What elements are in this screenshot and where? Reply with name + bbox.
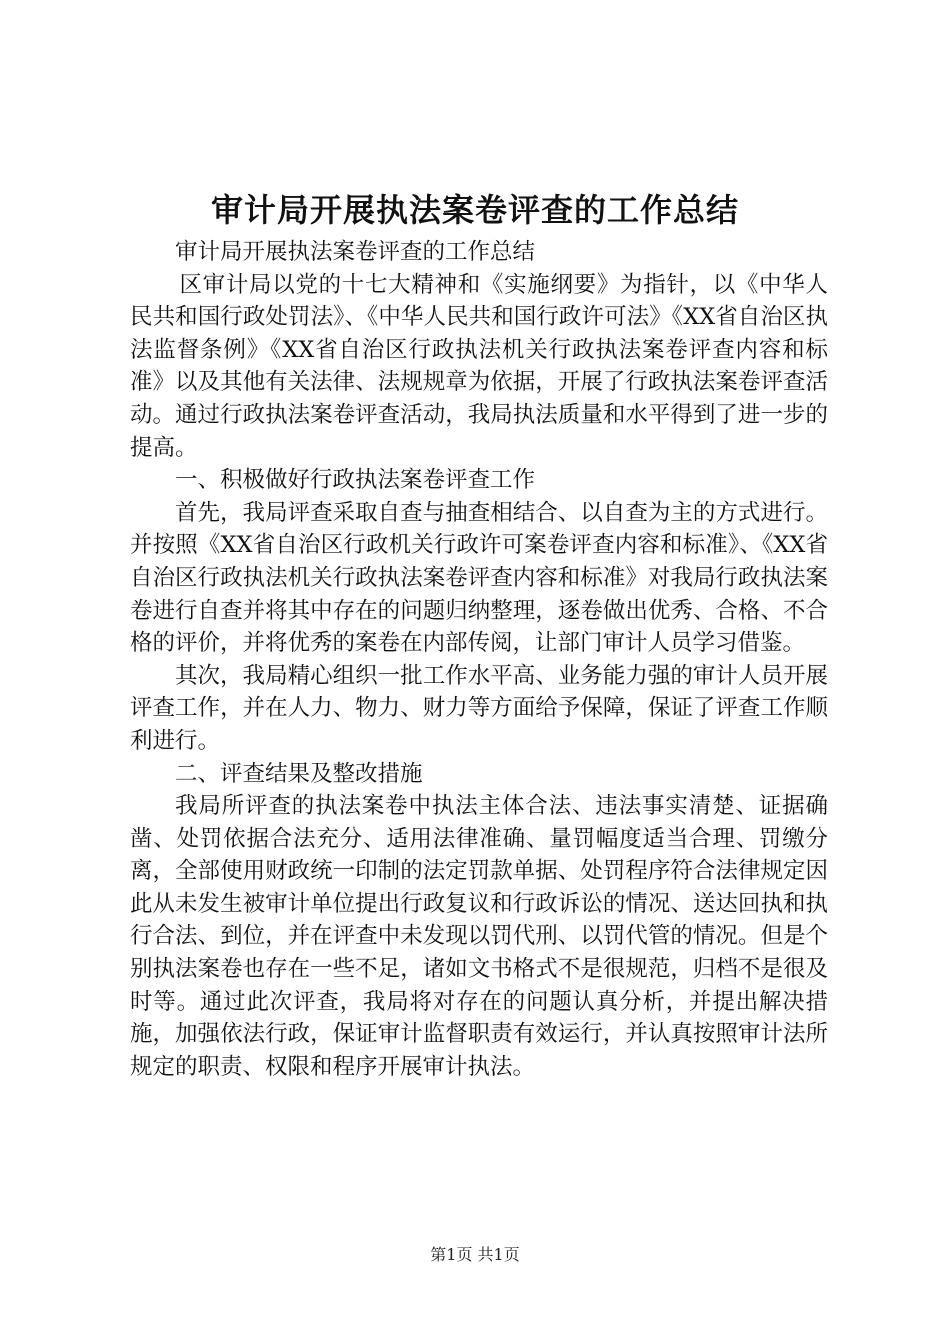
intro-paragraph: 区审计局以党的十七大精神和《实施纲要》为指针，以《中华人民共和国行政处罚法》、《中华人民共和国行政许可法》《XX省自治区执法监督条例》《XX省自治区行政执法机关行政执法案卷评查内容和标准》以及其他有关法律、法规规章为依据，开展了行政执法案卷评查活动。通过行政执法案卷评查活动，我局执法质量和水平得到了进一步的提高。 xyxy=(130,271,828,461)
document-title: 审计局开展执法案卷评查的工作总结 xyxy=(210,191,739,229)
document-body xyxy=(130,236,828,1083)
section-2-paragraph-1: 我局所评查的执法案卷中执法主体合法、违法事实清楚、证据确凿、处罚依据合法充分、适用法律准确、量罚幅度适当合理、罚缴分离，全部使用财政统一印制的法定罚款单据、处罚程序符合法律规定因此从未发生被审计单位提出行政复议和行政诉讼的情况、送达回执和执行合法、到位，并在评查中未发现以罚代刑、以罚代管的情况。但是个别执法案卷也存在一些不足，诸如文书格式不是很规范，归档不是很及时等。通过此次评查，我局将对存在的问题认真分析，并提出解决措施，加强依法行政，保证审计监督职责有效运行，并认真按照审计法所规定的职责、权限和程序开展审计执法。 xyxy=(130,793,828,1080)
section-1-paragraph-1: 首先，我局评查采取自查与抽查相结合、以自查为主的方式进行。并按照《XX省自治区行政机关行政许可案卷评查内容和标准》、《XX省自治区行政执法机关行政执法案卷评查内容和标准》对我局行政执法案卷进行自查并将其中存在的问题归纳整理，逐卷做出优秀、合格、不合格的评价，并将优秀的案卷在内部传阅，让部门审计人员学习借鉴。 xyxy=(130,499,828,657)
section-heading-2: 二、评查结果及整改措施 xyxy=(175,760,423,787)
section-1-paragraph-2: 其次，我局精心组织一批工作水平高、业务能力强的审计人员开展评查工作，并在人力、物力、财力等方面给予保障，保证了评查工作顺利进行。 xyxy=(130,662,828,754)
page-footer: 第1页 共1页 xyxy=(430,1245,520,1264)
subtitle-paragraph: 审计局开展执法案卷评查的工作总结 xyxy=(175,239,536,265)
section-heading-1: 一、积极做好行政执法案卷评查工作 xyxy=(175,467,536,494)
